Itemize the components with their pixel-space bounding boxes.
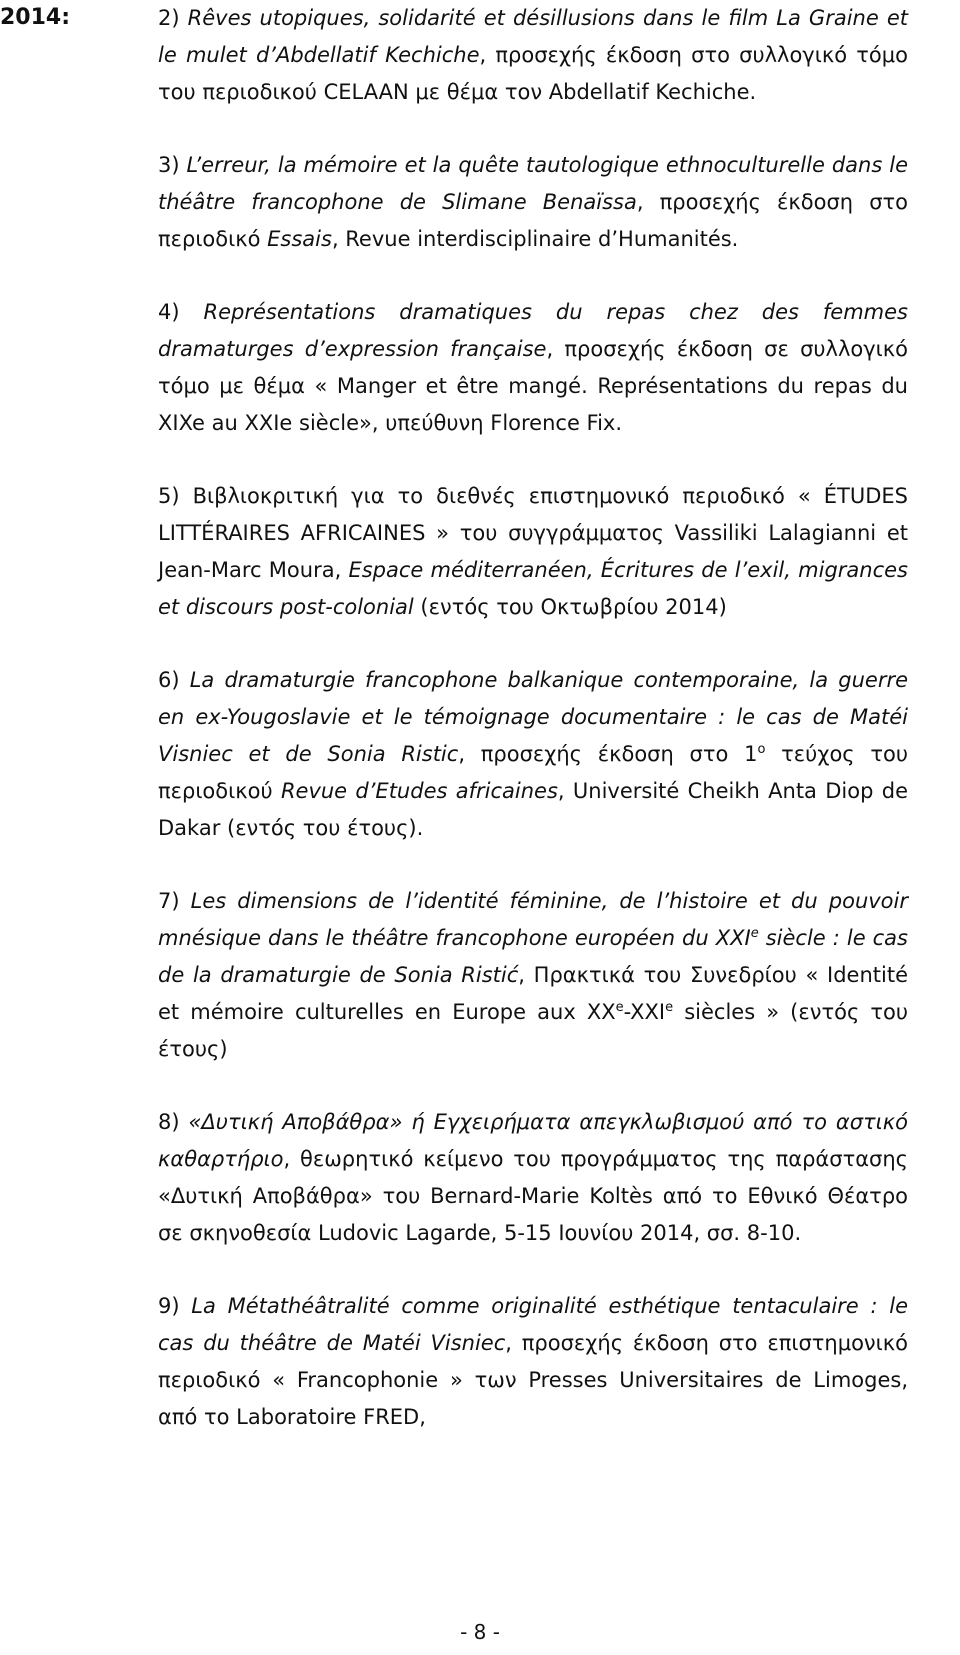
entry-title-text: La dramaturgie francophone balkanique contemporaine, la guerre en ex-Yougoslavie et le témoignage documentaire : le cas de Matéi Visniec et de Sonia Ristic [158, 668, 909, 766]
entry-text: , προσεχής έκδοση στο περιοδικό [158, 190, 908, 251]
entry-text: , Université Cheikh Anta Diop de Dakar (εντός του έτους). [158, 779, 908, 840]
publication-entry [158, 147, 908, 258]
entry-number: 4) [158, 300, 204, 324]
entry-title-text: Revue d’Etudes africaines [280, 779, 558, 803]
publication-list [158, 0, 908, 1436]
entry-title-text: L’erreur, la mémoire et la quête tautologique ethnoculturelle dans le théâtre francophone de Slimane Benaïssa [158, 153, 908, 214]
publication-entry [158, 478, 908, 626]
entry-number: 2) [158, 6, 188, 30]
publication-entry [158, 1288, 908, 1436]
entry-title-text: Rêves utopiques, solidarité et désillusions dans le film La Graine et le mulet d’Abdellatif Kechiche [158, 6, 909, 67]
entry-title-text: siècle : le cas de la dramaturgie de Sonia Ristić [158, 926, 908, 987]
entry-text: e [665, 1000, 674, 1015]
entry-text: -XXI [623, 1000, 666, 1024]
publication-entry [158, 662, 908, 847]
entry-title-text: La Métathéâtralité comme originalité esthétique tentaculaire : le cas du théâtre de Matéi Visniec [158, 1294, 908, 1355]
entry-text: Βιβλιοκριτική για το διεθνές επιστημονικό περιοδικό « ÉTUDES LITTÉRAIRES AFRICAINES » του συγγράμματος Vassiliki Lalagianni et Jean-Marc Moura, [158, 484, 908, 582]
entry-title-text: «Δυτική Αποβάθρα» ή Εγχειρήματα απεγκλωβισμού από το αστικό καθαρτήριο [158, 1110, 908, 1171]
entry-text: , προσεχής έκδοση στο επιστημονικό περιοδικό « Francophonie » των Presses Universitaires de Limoges, από το Laboratoire FRED, [158, 1331, 908, 1429]
entry-number: 8) [158, 1110, 189, 1134]
entry-number: 9) [158, 1294, 192, 1318]
entry-number: 5) [158, 484, 193, 508]
year-label: 2014: [0, 5, 71, 30]
entry-number: 7) [158, 889, 191, 913]
entry-text: siècles » (εντός του έτους) [158, 1000, 908, 1061]
publication-entry [158, 1104, 908, 1252]
publication-entry [158, 294, 908, 442]
entry-text: , θεωρητικό κείμενο του προγράμματος της παράστασης «Δυτική Αποβάθρα» του Bernard-Marie Koltès από το Εθνικό Θέατρο σε σκηνοθεσία Ludovic Lagarde, 5-15 Ιουνίου 2014, σσ. 8-10. [158, 1147, 908, 1245]
publication-entry [158, 0, 908, 111]
entry-title-text: Représentations dramatiques du repas chez des femmes dramaturges d’expression française [158, 300, 908, 361]
entry-title-text: Essais [267, 227, 332, 251]
entry-text: e [615, 1000, 624, 1015]
entry-text: ο [757, 742, 766, 757]
entry-text: , προσεχής έκδοση στο 1 [458, 742, 758, 766]
entry-text: , Revue interdisciplinaire d’Humanités. [331, 227, 739, 251]
entry-text: τεύχος του περιοδικού [158, 742, 909, 803]
entry-title-text: Espace méditerranéen, Écritures de l’exil, migrances et discours post-colonial [158, 558, 908, 619]
entry-text: , προσεχής έκδοση σε συλλογικό τόμο με θέμα « Manger et être mangé. Représentations du repas du XIXe au XXIe siècle», υπεύθυνη Florence Fix. [158, 337, 908, 435]
publication-entry [158, 883, 908, 1068]
entry-title-text: Les dimensions de l’identité féminine, de l’histoire et du pouvoir mnésique dans le théâtre francophone européen du XXI [158, 889, 909, 950]
entry-text: (εντός του Οκτωβρίου 2014) [413, 595, 727, 619]
entry-title-text: e [750, 926, 759, 941]
page-number: - 8 - [460, 1620, 500, 1644]
entry-text: , προσεχής έκδοση στο συλλογικό τόμο του περιοδικού CELAAN με θέμα τον Abdellatif Kechiche. [158, 43, 908, 104]
entry-text: , Πρακτικά του Συνεδρίου « Identité et mémoire culturelles en Europe aux XX [158, 963, 908, 1024]
entry-number: 6) [158, 668, 190, 692]
entry-number: 3) [158, 153, 187, 177]
